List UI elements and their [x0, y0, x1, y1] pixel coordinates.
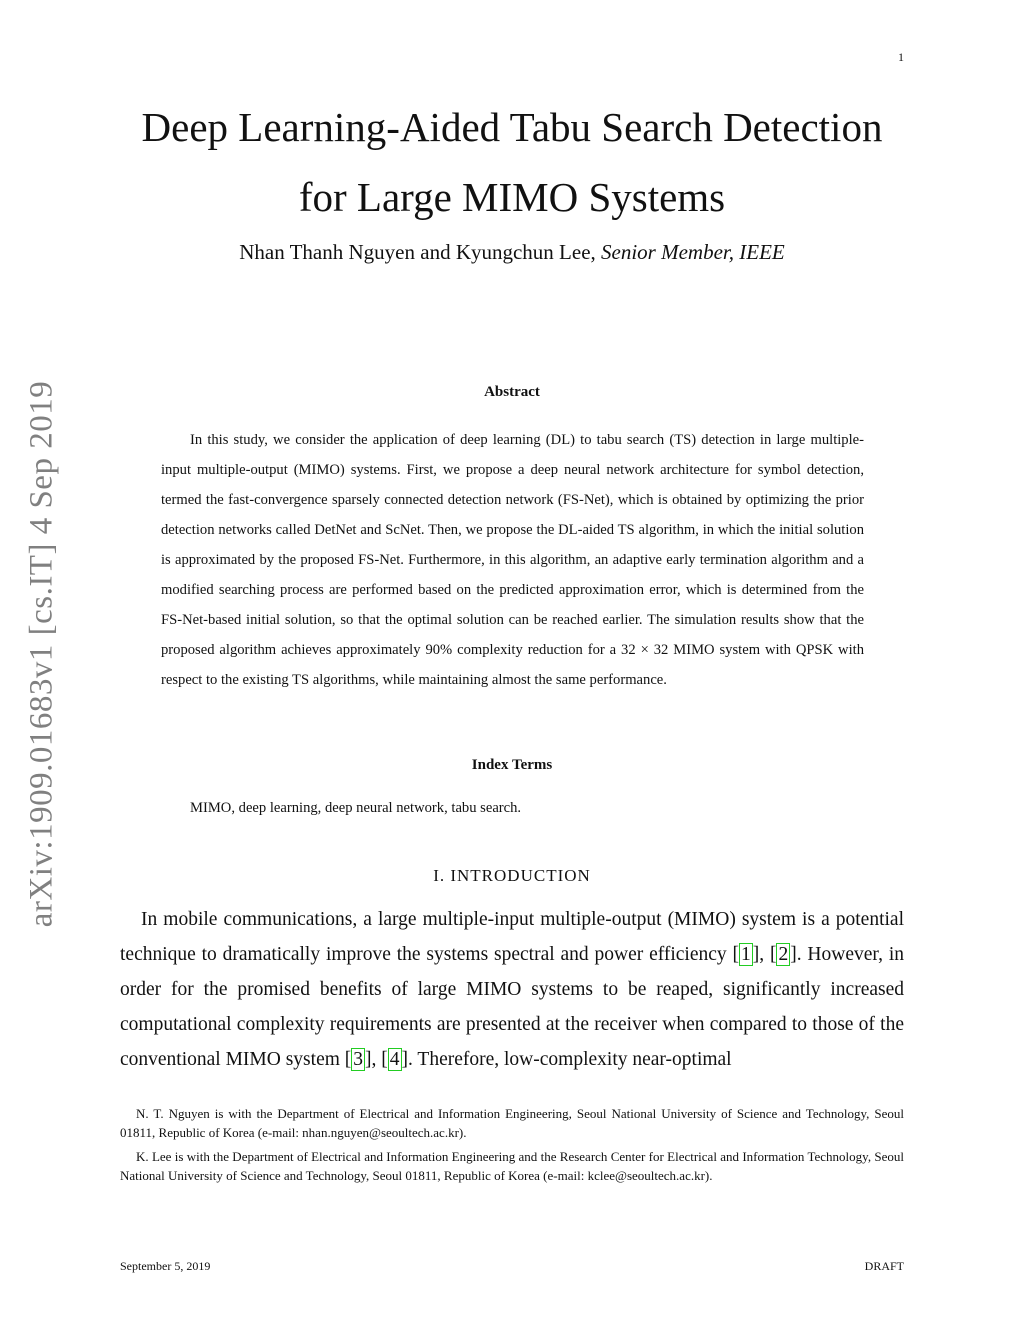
author-line	[120, 240, 904, 265]
section-heading-introduction: I. INTRODUCTION	[433, 866, 591, 885]
footnote-author-1: N. T. Nguyen is with the Department of Electrical and Information Engineering, Seoul National University of Science and Technology, Seoul 01811, Republic of Korea (e-mail: nhan.nguyen@seoultech.ac.kr).	[120, 1106, 904, 1140]
title-line-2: for Large MIMO Systems	[298, 174, 726, 220]
citation-link-2[interactable]: 2	[778, 944, 789, 965]
paper-title	[120, 92, 904, 232]
page-number: 1	[898, 50, 904, 64]
author-names: Nhan Thanh Nguyen and Kyungchun Lee,	[239, 240, 602, 264]
index-terms-heading: Index Terms	[471, 757, 553, 773]
citation-link-1[interactable]: 1	[741, 944, 751, 965]
intro-text-4: ], [	[365, 1049, 388, 1070]
arxiv-identifier-stamp[interactable]: arXiv:1909.01683v1 [cs.IT] 4 Sep 2019	[23, 380, 60, 928]
footnote-author-2: K. Lee is with the Department of Electrical and Information Engineering and the Research Center for Electrical and Information Technology, Seoul National University of Science and Technology, Seoul 01811, Republic of Korea (e-mail: kclee@seoultech.ac.kr).	[120, 1149, 904, 1183]
index-terms-text: MIMO, deep learning, deep neural network, tabu search.	[190, 800, 522, 816]
abstract-heading: Abstract	[484, 384, 540, 400]
intro-text-3: ]. However, in order for the promised benefits of large MIMO systems to be reaped, significantly increased computational complexity requirements are presented at the receiver when compared to those of the conventional MIMO system [	[120, 944, 904, 1070]
abstract-text: In this study, we consider the application of deep learning (DL) to tabu search (TS) detection in large multiple-input multiple-output (MIMO) systems. First, we propose a deep neural network architecture for symbol detection, termed the fast-convergence sparsely connected detection network (FS-Net), which is obtained by optimizing the prior detection networks called DetNet and ScNet. Then, we propose the DL-aided TS algorithm, in which the initial solution is approximated by the proposed FS-Net. Furthermore, in this algorithm, an adaptive early termination algorithm and a modified searching process are performed based on the predicted approximation error, which is determined from the FS-Net-based initial solution, so that the optimal solution can be reached earlier. The simulation results show that the proposed algorithm achieves approximately 90% complexity reduction for a 32 × 32 MIMO system with QPSK with respect to the existing TS algorithms, while maintaining almost the same performance.	[161, 432, 864, 688]
footnotes	[120, 1104, 904, 1190]
citation-link-3[interactable]: 3	[353, 1049, 364, 1070]
intro-text-2: ], [	[752, 944, 777, 965]
intro-text-1: In mobile communications, a large multiple-input multiple-output (MIMO) system is a potential technique to dramatically improve the systems spectral and power efficiency [	[120, 909, 904, 965]
author-membership: Senior Member, IEEE	[601, 240, 785, 264]
intro-text-5: ]. Therefore, low-complexity near-optimal	[401, 1049, 732, 1070]
introduction-paragraph	[120, 902, 904, 1077]
footer-draft-label: DRAFT	[864, 1259, 904, 1273]
title-line-1: Deep Learning-Aided Tabu Search Detection	[141, 104, 883, 150]
citation-link-4[interactable]: 4	[389, 1049, 400, 1070]
footer-date: September 5, 2019	[120, 1259, 211, 1273]
